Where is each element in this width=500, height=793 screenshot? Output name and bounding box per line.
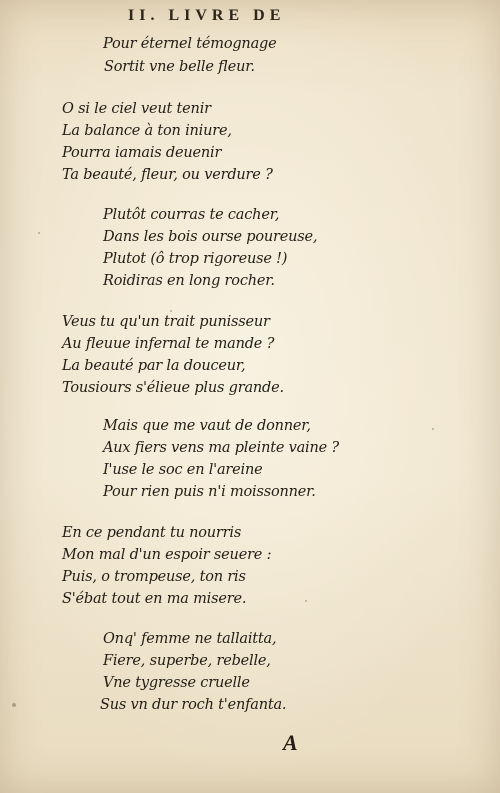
verse-line: Pour rien puis n'i moissonner.: [103, 484, 316, 500]
ink-speck: [262, 386, 264, 388]
verse-line: Vne tygresse cruelle: [103, 675, 250, 691]
verse-line: Puis, o trompeuse, ton ris: [62, 569, 246, 585]
running-head: II. LIVRE DE: [128, 7, 286, 24]
verse-line: Onq' femme ne tallaitta,: [103, 631, 277, 647]
verse-line: I'use le soc en l'areine: [103, 462, 263, 478]
ink-speck: [170, 310, 172, 312]
ink-speck: [38, 232, 40, 234]
verse-line: Fiere, superbe, rebelle,: [103, 653, 271, 669]
verse-line: Tousiours s'élieue plus grande.: [62, 380, 284, 396]
verse-line: Sortit vne belle fleur.: [104, 59, 255, 75]
verse-line: La balance à ton iniure,: [62, 123, 232, 139]
verse-line: Pourra iamais deuenir: [62, 145, 222, 161]
ink-speck: [432, 428, 434, 430]
verse-line: O si le ciel veut tenir: [62, 101, 211, 117]
verse-line: S'ébat tout en ma misere.: [62, 591, 247, 607]
verse-line: La beauté par la douceur,: [62, 358, 246, 374]
verse-line: Plutot (ô trop rigoreuse !): [103, 251, 288, 267]
verse-line: Aux fiers vens ma pleinte vaine ?: [103, 440, 339, 456]
verse-line: Roidiras en long rocher.: [103, 273, 275, 289]
verse-line: Ta beauté, fleur, ou verdure ?: [62, 167, 273, 183]
verse-line: En ce pendant tu nourris: [62, 525, 242, 541]
verse-line: Veus tu qu'un trait punisseur: [62, 314, 270, 330]
ink-speck: [305, 600, 307, 602]
ink-speck: [12, 703, 16, 707]
verse-line: Mon mal d'un espoir seuere :: [62, 547, 272, 563]
verse-line: Pour éternel témognage: [103, 36, 277, 52]
verse-line: Sus vn dur roch t'enfanta.: [100, 697, 287, 713]
verse-line: Au fleuue infernal te mande ?: [62, 336, 275, 352]
verse-line: Mais que me vaut de donner,: [103, 418, 311, 434]
verse-line: Dans les bois ourse poureuse,: [103, 229, 318, 245]
verse-line: Plutôt courras te cacher,: [103, 207, 280, 223]
catchword: A: [283, 730, 298, 755]
